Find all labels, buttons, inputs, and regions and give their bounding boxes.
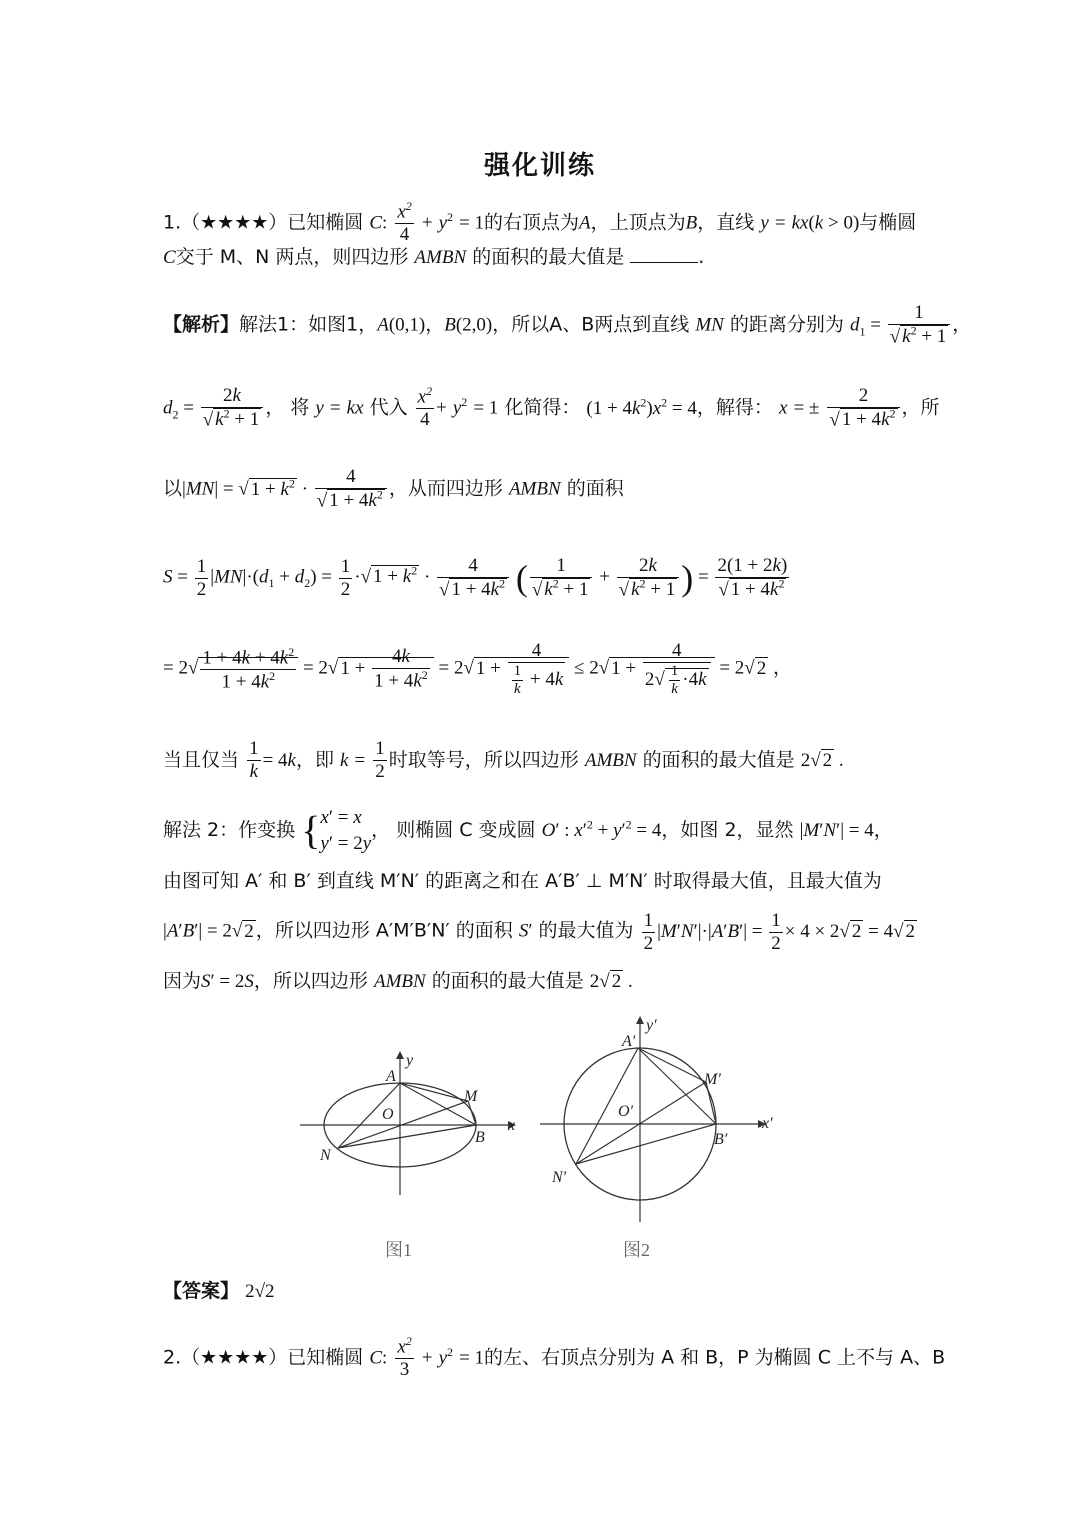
- svg-text:x′: x′: [762, 1115, 773, 1132]
- q1-line2-end: 的面积的最大值是: [472, 246, 625, 268]
- so-text-2: 以: [163, 477, 183, 500]
- area-text: 从而四边形: [407, 477, 503, 500]
- equality-line: 当且仅当 $\frac{1}{k}$ = 4k，即 k = $\frac{1}{2}$ 时取等号，所以四边形 AMBN 的面积的最大值是 2√ 2 .: [163, 738, 844, 782]
- solution-tag: 【解析】: [163, 313, 240, 336]
- method2-label: 解法 2：作变换: [163, 819, 296, 842]
- answer-tag: 【答案】: [163, 1280, 240, 1302]
- svg-text:B: B: [475, 1129, 485, 1146]
- because-text-3: 的面积的最大值是: [431, 970, 584, 992]
- answer-line: [163, 1282, 275, 1301]
- equality-text-4: 的面积的最大值是: [642, 748, 795, 771]
- sub-text: 将: [290, 396, 310, 419]
- q1-line2: 交于 M、N 两点，则四边形: [175, 246, 409, 268]
- dist-text-2: 的距离分别为: [729, 313, 844, 336]
- q1-line1-end: 与椭圆: [859, 211, 917, 234]
- area-formula-line: S = $\frac{1}{2}$ $|MN|\cdot(d_1 + d_2)$ = $\frac{1}{2}$ ·√ $1 + k^2$ · $\frac{4}{√ 1 + 4k^2}$ ( $\frac{1}{√ k^2 + 1}$ + $\frac{2k}{√ k^2 + 1}$ ) = $\frac{2(1 + 2k)}{√ 1 + 4k^2}$: [163, 555, 788, 601]
- q2-rest: 的左、右顶点分别为 A 和 B，P 为椭圆 C 上不与 A、B: [484, 1346, 946, 1369]
- inequality-line: = 2√ $\frac{1 + 4k + 4k^2}{1 + 4k^2}$ = 2√ 1 + $\frac{4k}{1 + 4k^2}$ = 2√ 1 + 4 $\frac{1}{k}$ + 4k ≤ 2√ 1 + 4 2√ $\frac{1}{k}$ ·4k = 2√ 2 ，: [163, 640, 792, 698]
- because-text-2: 所以四边形: [272, 970, 368, 992]
- because-text: 因为: [163, 970, 202, 992]
- svg-text:A: A: [386, 1068, 396, 1085]
- question-1-line-1: 1.（★★★★）已知椭圆 C: $\frac{x^2}{4}$ + $y^2 = 1$的右顶点为A，上顶点为B，直线 y = kx(k > 0)与椭圆: [163, 199, 917, 246]
- q1-line1-rest2: ，直线: [697, 211, 755, 234]
- max-text-2: 的最大值为: [538, 919, 634, 942]
- svg-text:M: M: [464, 1088, 478, 1105]
- equality-text: 当且仅当: [163, 748, 240, 771]
- question-1-line-2: C交于 M、N 两点，则四边形 AMBN 的面积的最大值是 .: [163, 246, 705, 268]
- simplify-text: 化简得：: [504, 396, 581, 419]
- figure-1-caption: 图1: [385, 1240, 412, 1260]
- equality-text-3: 时取等号，所以四边形: [388, 748, 579, 771]
- method2-line: 解法 2：作变换 {x′ = x y′ = 2y， 则椭圆 C 变成圆 O′ : $x'^2 + y'^2 = 4$，如图 2，显然 |M′N′| = 4，: [163, 807, 893, 854]
- max-value-line: |A′B′| = 2√ 2 ，所以四边形 A′M′B′N′ 的面积 S′ 的最大值为 $\frac{1}{2}$ |M′N′|·|A′B′| = $\frac{1}{2}$ × 4 × 2√ 2 = 4√ 2: [163, 910, 916, 954]
- svg-text:y: y: [406, 1052, 414, 1069]
- svg-text:A′: A′: [622, 1033, 636, 1050]
- method2-text-c: 如图 2，显然: [680, 819, 794, 842]
- q1-line1-rest: ，上顶点为: [590, 211, 686, 234]
- svg-text:x: x: [508, 1117, 516, 1134]
- page-title: 强化训练: [483, 151, 596, 181]
- solution-line-2: $d_2$ = $\frac{2k}{√ k^2 + 1}$ ， 将 y = kx 代入 $\frac{x^2}{4}$ + $y^2 = 1$ 化简得： $(1 + 4k^2)x^2 = 4$，解得： x = ± $\frac{2}{√ 1 + 4k^2}$ ，所: [163, 384, 940, 431]
- q2-prefix: 2.（★★★★）已知椭圆: [163, 1346, 364, 1369]
- dist-text: 所以A、B两点到直线: [511, 313, 690, 336]
- svg-text:N: N: [320, 1147, 331, 1164]
- figure-1-ellipse-diagram: [298, 1045, 528, 1205]
- svg-text:N′: N′: [552, 1169, 567, 1186]
- q1-line1-mid: 的右顶点为: [484, 211, 580, 234]
- area-text-2: 的面积: [566, 477, 624, 500]
- figure-2-circle-diagram: [538, 1012, 778, 1232]
- figure-2-caption: 图2: [623, 1240, 650, 1260]
- answer-blank: [630, 262, 698, 263]
- svg-text:B′: B′: [714, 1131, 728, 1148]
- method2-text-b: 则椭圆 C 变成圆: [396, 819, 536, 842]
- so-text: 所: [920, 396, 940, 419]
- svg-text:O′: O′: [618, 1103, 634, 1120]
- svg-text:O: O: [382, 1106, 394, 1123]
- max-text: 所以四边形 A′M′B′N′ 的面积: [274, 919, 513, 942]
- method1-label: 解法1：如图1，: [239, 313, 378, 336]
- solution-line-3: 以|MN| = √ $1 + k^2$ · $\frac{4}{√ 1 + 4k^2}$ ，从而四边形 AMBN 的面积: [163, 466, 624, 512]
- because-line: 因为S′ = 2S，所以四边形 AMBN 的面积的最大值是 2√ 2 .: [163, 970, 633, 992]
- q1-prefix: 1.（★★★★）已知椭圆: [163, 211, 364, 234]
- svg-text:M′: M′: [704, 1071, 721, 1088]
- answer-value: 2√2: [245, 1281, 275, 1302]
- solution-line-1: 【解析】解法1：如图1，A(0,1)，B(2,0)，所以A、B两点到直线 MN 的距离分别为 $d_1$ = $\frac{1}{√ k^2 + 1}$ ，: [163, 302, 972, 348]
- sub-text-2: 代入: [369, 396, 408, 419]
- svg-text:y′: y′: [646, 1017, 657, 1034]
- question-2-line: 2.（★★★★）已知椭圆 C: $\frac{x^2}{3}$ + $y^2 = 1$的左、右顶点分别为 A 和 B，P 为椭圆 C 上不与 A、B: [163, 1334, 946, 1381]
- equality-text-2: 即: [314, 748, 334, 771]
- figure-remark-line: 由图可知 A′ 和 B′ 到直线 M′N′ 的距离之和在 A′B′ ⊥ M′N′ 时取得最大值，且最大值为: [163, 870, 882, 892]
- solve-text: 解得：: [715, 396, 773, 419]
